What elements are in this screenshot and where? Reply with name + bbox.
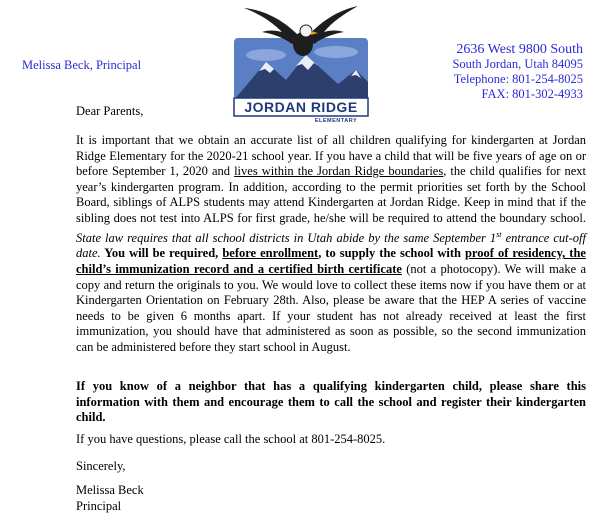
closing: Sincerely, (76, 459, 126, 473)
paragraph-questions: If you have questions, please call the school at 801-254-8025. (76, 432, 386, 446)
paragraph-main (76, 133, 586, 355)
salutation: Dear Parents, (76, 104, 144, 118)
address-street: 2636 West 9800 South (456, 42, 583, 57)
logo-text: JORDAN RIDGE (244, 99, 358, 115)
address-city: South Jordan, Utah 84095 (452, 57, 583, 71)
p1-text-3: (not a photocopy). We will make a copy and return the originals to you. We would love to collect these items now if you have them or at Kindergarten Orientation on February 28th. Also, please be aware that the HEP A series of vaccine needs to be given 6 months apart. If your student has not already received at least the first immunization, you should have that administered as soon as possible, so the second immunization can be administered before they start school in August. (76, 261, 586, 354)
p1-boundaries-link: lives within the Jordan Ridge boundaries (234, 164, 444, 179)
p1-requirements: You will be required, before enrollment, to supply the school with proof of residency, the child’s immunization record and a certified birth certificate (76, 246, 586, 276)
address-fax: FAX: 801-302-4933 (481, 87, 583, 101)
p1-text-2: , the child qualifies for next year’s kindergarten program. In addition, according to the permit priorities set forth by the School Board, siblings of ALPS students may attend Kindergarten at Jordan Ridge. Keep in mind that if the sibling does not test into ALPS for first grade, he/she will be required to attend the boundary school. (76, 164, 586, 225)
signature-name: Melissa Beck (76, 483, 144, 497)
p1-text-1: It is important that we obtain an accurate list of all children qualifying for kindergarten at Jordan Ridge Elementary for the 2020-21 school year. If you have a child that will be five years of age on or before September 1, 2020 and (76, 133, 586, 179)
principal-name: Melissa Beck, Principal (22, 58, 142, 72)
paragraph-neighbor: If you know of a neighbor that has a qualifying kindergarten child, please share this information with them and encourage them to call the school and register their kindergarten child. (76, 379, 586, 425)
p1-state-law: State law requires that all school districts in Utah abide by the same September 1st entrance cut-off date. (76, 229, 586, 261)
school-address (452, 42, 583, 102)
logo-subtext: ELEMENTARY (314, 118, 358, 124)
signature-title: Principal (76, 499, 122, 513)
address-telephone: Telephone: 801-254-8025 (453, 72, 583, 86)
